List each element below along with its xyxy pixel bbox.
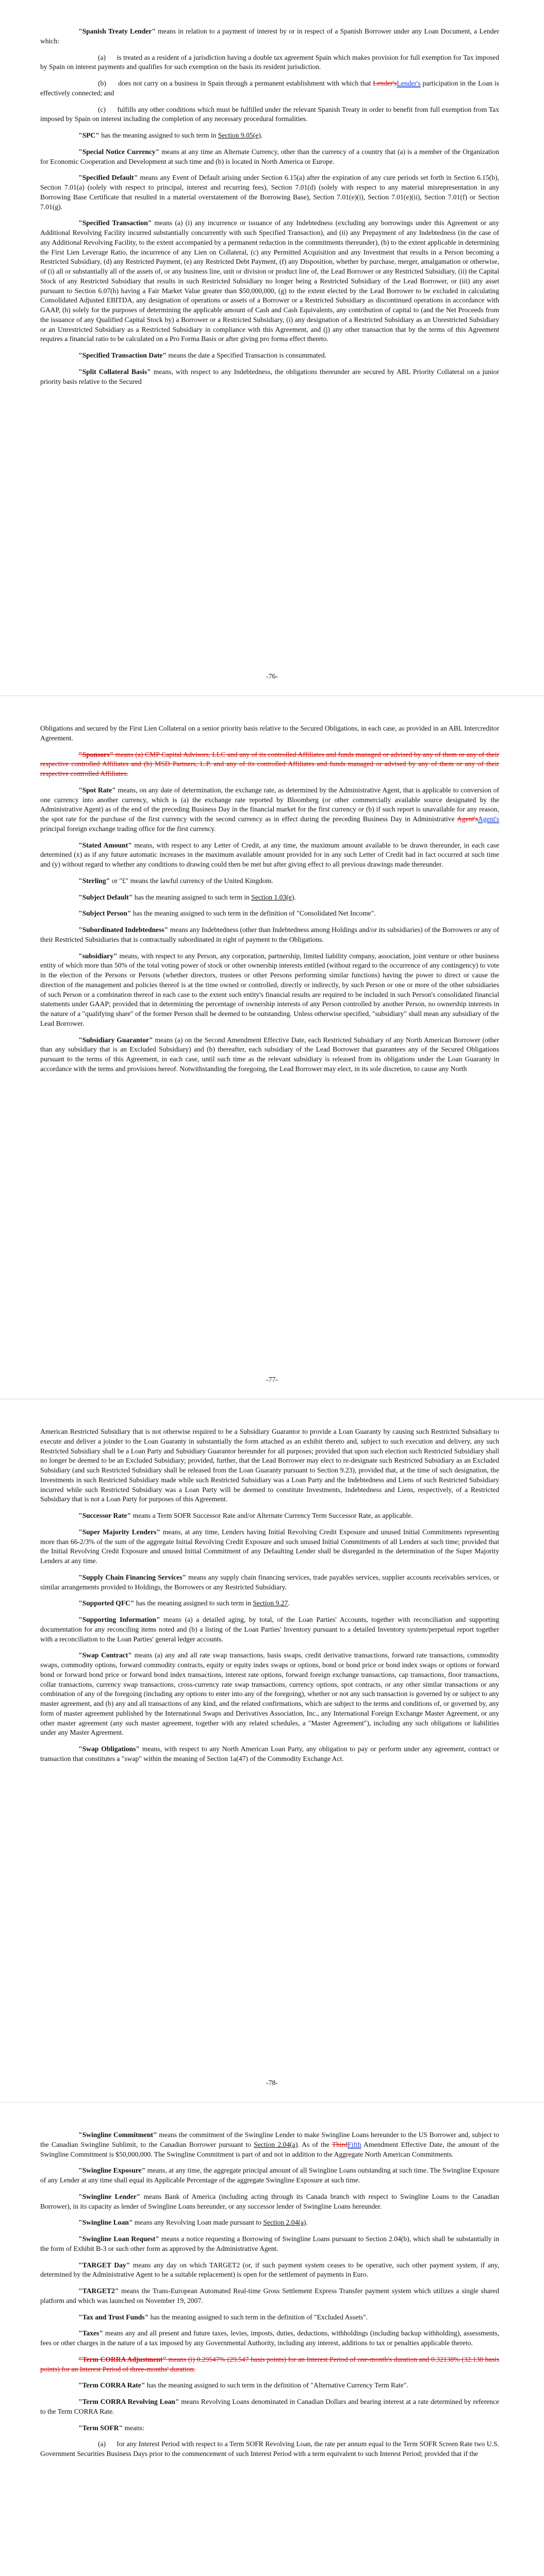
- definition-swingline-loan-request: "Swingline Loan Request" means a notice requesting a Borrowing of Swingline Loans pursuant to Section 2.04(b), which shall be substantially in the form of Exhibit B-3 or such other form as approved by the Administrative Agent.: [40, 2235, 500, 2252]
- page-76: [0, 0, 544, 690]
- definition-spc: "SPC" has the meaning assigned to such term in Section 9.05(e).: [78, 131, 263, 139]
- definition-swingline-commitment: "Swingline Commitment" means the commitment of the Swingline Lender to make Swingline Loans hereunder to the US Borrower and, subject to the Canadian Swingline Sublimit, to the Canadian Borrower pursuant to Section 2.04(a). As of the ThirdFifth Amendment Effective Date, the amount of the Swingline Commitment is $50,000,000. The Swingline Commitment is part of and not in addition to the Aggregate North American Commitments.: [40, 2131, 499, 2158]
- definition-swingline-lender: "Swingline Lender" means Bank of America (including acting through its Canada branch with respect to Swingline Loans to the Canadian Borrower), in its capacity as lender of Swingline Loans hereunder, or any successor lender of Swingline Loans hereunder.: [40, 2192, 499, 2210]
- definition-subsidiary: "subsidiary" means, with respect to any Person, any corporation, partnership, limited liability company, association, joint venture or other business entity of which more than 50% of the total voting power of stock or other ownership interests entitled (without regard to the occurrence of any contingency) to vote in the election of the Persons or Persons (whether directors, trustees or other Persons performing similar functions) having the power to direct or cause the direction of the management and policies thereof is at the time owned or controlled, directly or indirectly, by such Person or one or more of the other subsidiaries of such Person or a combination thereof in each case to the extent such entity's financial results are required to be included in such Person's consolidated financial statements under GAAP; provided that in determining the percentage of ownership interests of any Person controlled by another Person, no ownership interests in the nature of a "qualifying share" of the former Person shall be deemed to be outstanding. Unless otherwise specified, "subsidiary" shall mean any subsidiary of the Lead Borrower.: [40, 952, 499, 1027]
- definition-supporting-information: "Supporting Information" means (a) a detailed aging, by total, of the Loan Parties' Accounts, together with reconciliation and supporting documentation for any reconciling items noted and (b) a listing of the Loan Parties' Inventory pursuant to a detailed Inventory system/perpetual report together with a reconciliation to the Loan Parties' general ledger accounts.: [40, 1616, 499, 1643]
- definition-target-day: "TARGET Day" means any day on which TARGET2 (or, if such payment system ceases to be operative, such other payment system, if any, determined by the Administrative Agent to be a suitable replacement) is open for the settlement of payments in Euro.: [40, 2261, 499, 2279]
- definition-supported-qfc: "Supported QFC" has the meaning assigned to such term in Section 9.27.: [78, 1599, 290, 1607]
- continuation-text: American Restricted Subsidiary that is not otherwise required to be a Subsidiary Guarantor to provide a Loan Guaranty by causing such Restricted Subsidiary to execute and deliver a joinder to the Loan Guaranty in substantially the form attached as an exhibit thereto and, subject to such execution and delivery, any such Restricted Subsidiary shall be a Loan Party and Subsidiary Guarantor hereunder for all purposes; provided that upon such election such Restricted Subsidiary shall no longer be deemed to be an Excluded Subsidiary; provided, further, that the Lead Borrower may elect to re-designate such Restricted Subsidiary as an Excluded Subsidiary (and such Restricted Subsidiary shall be released from the Loan Guaranty pursuant to Section 9.23), provided that, at the time of such designation, the Investments in such Restricted Subsidiary made while such Restricted Subsidiary was a Loan Party and the Indebtedness and Liens of such Restricted Subsidiary incurred while such Restricted Subsidiary was a Loan Party will be deemed to constitute Investments, Indebtedness and Liens, respectively, of a Restricted Subsidiary that is not a Loan Party for purposes of this Agreement.: [40, 1428, 499, 1503]
- definition-specified-transaction: "Specified Transaction" means (a) (i) any incurrence or issuance of any Indebtedness (excluding any borrowings under this Agreement or any Additional Revolving Facility incurred substantially concurrently with such Specified Transaction), and (ii) any Prepayment of any Indebtedness (in the case of any Additional Revolving Facility, to the extent accompanied by a permanent reduction in the commitments thereunder), (b) to the extent applicable in determining the First Lien Leverage Ratio, the incurrence of any Lien on Collateral, (c) any Permitted Acquisition and any Investment that results in a Person becoming a Restricted Subsidiary, (d) any Restricted Payment, (e) any Restricted Debt Payment, (f) any Disposition, whether by purchase, merger, amalgamation or otherwise, of (i) all or substantially all of the assets of, or any business line, unit or division or product line of, the Lead Borrower or any Restricted Subsidiary, (ii) the Capital Stock of any Restricted Subsidiary that results in such Restricted Subsidiary no longer being a Restricted Subsidiary of the Lead Borrower, or (iii) any asset pursuant to Section 6.07(h) having a Fair Market Value greater than $50,000,000, (g) to the extent elected by the Lead Borrower to be excluded in calculating Consolidated Adjusted EBITDA, any designation of operations or assets of a Borrower or a Restricted Subsidiary as discontinued operations in accordance with GAAP, (h) solely for the purposes of determining the applicable amount of Cash and Cash Equivalents, any contribution of capital to (and the Net Proceeds from the issuance of any Qualified Capital Stock by) a Borrower or a Restricted Subsidiary, (i) any designation of a Restricted Subsidiary as an Unrestricted Subsidiary or an Unrestricted Subsidiary as a Restricted Subsidiary in compliance with this Agreement, and (j) any other transaction that by the terms of this Agreement requires a financial ratio to be calculated on a Pro Forma Basis or after giving pro forma effect thereto.: [40, 219, 499, 343]
- definition-term-corra-revolving-loan: "Term CORRA Revolving Loan" means Revolving Loans denominated in Canadian Dollars and bearing interest at a rate determined by reference to the Term CORRA Rate.: [40, 2398, 500, 2415]
- definition-term-corra-rate: "Term CORRA Rate" has the meaning assigned to such term in the definition of "Alternative Currency Term Rate".: [78, 2381, 408, 2389]
- definition-specified-default: "Specified Default" means any Event of Default arising under Section 6.15(a) after the expiration of any cure periods set forth in Section 6.15(b), Section 7.01(a) (solely with respect to principal, interest and recurring fees), Section 7.01(d) (solely with respect to any material misrepresentation in any Borrowing Base Certificate that resulted in a material overstatement of the Borrowing Base), Section 7.01(e)(i), Section 7.01(e)(ii), Section 7.01(f) or Section 7.01(g).: [40, 174, 499, 211]
- definition-subsidiary-guarantor: "Subsidiary Guarantor" means (a) on the Second Amendment Effective Date, each Restricted Subsidiary of any North American Borrower (other than any subsidiary that is an Excluded Subsidiary) and (b) thereafter, each subsidiary of the Lead Borrower that guarantees any of the Secured Obligations pursuant to the terms of this Agreement, in each case, until such time as the relevant subsidiary is released from its obligations under the Loan Guaranty in accordance with the terms and provisions hereof. Notwithstanding the foregoing, the Lead Borrower may elect, in its sole discretion, to cause any North: [40, 1036, 499, 1073]
- definition-subject-person: "Subject Person" has the meaning assigned to such term in the definition of "Consolidated Net Income".: [78, 909, 376, 918]
- definition-subordinated-indebtedness: "Subordinated Indebtedness" means any Indebtedness (other than Indebtedness among Holdings and/or its subsidiaries) of the Borrowers or any of their Restricted Subsidiaries that is contractually subordinated in right of payment to the Obligations.: [40, 926, 499, 943]
- page-79: [0, 2110, 544, 2576]
- deleted-text: Lender's: [373, 79, 397, 87]
- definition-spot-rate: "Spot Rate" means, on any date of determination, the exchange rate, as determined by the Administrative Agent, that is applicable to conversion of one currency into another currency, which is (a) the exchange rate reported by Bloomberg (or other commercially available source designated by the Administrative Agent) as of the end of the preceding Business Day in the financial market for the first currency or (b) if such report is unavailable for any reason, the spot rate for the purchase of the first currency with the second currency as in effect during the preceding Business Day in Administrative Agent'sAgent's principal foreign exchange trading office for the first currency.: [40, 786, 499, 833]
- page-78: [0, 1406, 544, 2097]
- inserted-text: Fifth: [348, 2140, 361, 2148]
- definition-term-sofr: "Term SOFR" means:: [78, 2424, 144, 2432]
- deleted-definition-term-corra-adjustment: "Term CORRA Adjustment" means (i) 0.29547% (29.547 basis points) for an Interest Period of one-month's duration and 0.32138% (32.138 basis points) for an Interest Period of three-months' duration.: [40, 2355, 499, 2373]
- clause-c: (c) fulfills any other conditions which must be fulfilled under the relevant Spanish Treaty in order to benefit from full exemption from Tax imposed by Spain on interest including the completion of any necessary procedural formalities.: [40, 105, 500, 123]
- definition-supply-chain-financing-services: "Supply Chain Financing Services" means any supply chain financing services, trade payables services, supplier accounts receivables services, or similar arrangements provided to Holdings, the Borrowers or any Restricted Subsidiary.: [40, 1573, 499, 1591]
- definition-tax-and-trust-funds: "Tax and Trust Funds" has the meaning assigned to such term in the definition of "Excluded Assets".: [78, 2313, 368, 2321]
- definition-successor-rate: "Successor Rate" means a Term SOFR Successor Rate and/or Alternate Currency Term Successor Rate, as applicable.: [78, 1512, 413, 1519]
- continuation-text: Obligations and secured by the First Lien Collateral on a senior priority basis relative to the Secured Obligations, in each case, as provided in an ABL Intercreditor Agreement.: [40, 724, 499, 742]
- definition-split-collateral-basis: "Split Collateral Basis" means, with respect to any Indebtedness, the obligations thereunder are secured by ABL Priority Collateral on a junior priority basis relative to the Secured: [40, 367, 499, 385]
- page-divider: [0, 2102, 544, 2103]
- definition-spanish-treaty-lender: "Spanish Treaty Lender" means in relation to a payment of interest by or in respect of a Spanish Borrower under any Loan Document, a Lender which:: [40, 27, 499, 45]
- clause-b: (b) does not carry on a business in Spain through a permanent establishment with which that Lender'sLender's participation in the Loan is effectively connected; and: [40, 79, 499, 97]
- clause-a: (a) for any Interest Period with respect to a Term SOFR Revolving Loan, the rate per annum equal to the Term SOFR Screen Rate two U.S. Government Securities Business Days prior to the commencement of such Interest Period with a term equivalent to such Interest Period; provided that if the: [40, 2440, 500, 2458]
- page-number: -77-: [266, 1376, 278, 1383]
- definition-target2: "TARGET2" means the Trans-European Automated Real-time Gross Settlement Express Transfer payment system which utilizes a single shared platform and which was launched on November 19, 2007.: [40, 2287, 499, 2304]
- definition-sterling: "Sterling" or "£" means the lawful currency of the United Kingdom.: [78, 876, 273, 885]
- clause-a: (a) is treated as a resident of a jurisdiction having a double tax agreement Spain which makes provision for full exemption for Tax imposed by Spain on interest payments and qualifies for such exemption on the basis its resident jurisdiction.: [40, 53, 500, 71]
- definition-swap-obligations: "Swap Obligations" means, with respect to any North American Loan Party, any obligation to pay or perform under any agreement, contract or transaction that constitutes a "swap" within the meaning of Section 1a(47) of the Commodity Exchange Act.: [40, 1745, 500, 1762]
- definition-subject-default: "Subject Default" has the meaning assigned to such term in Section 1.03(e).: [78, 893, 296, 901]
- inserted-text: Agent's: [478, 815, 499, 823]
- definition-stated-amount: "Stated Amount" means, with respect to any Letter of Credit, at any time, the maximum amount available to be drawn thereunder, in each case determined (x) as if any future automatic increases in the maximum available amount provided for in any such Letter of Credit had in fact occurred at such time and (y) without regard to whether any conditions to drawing could then be met but after giving effect to all previous drawings made thereunder.: [40, 841, 499, 868]
- page-number: -76-: [266, 672, 278, 680]
- page-77: [0, 703, 544, 1394]
- definition-specified-transaction-date: "Specified Transaction Date" means the date a Specified Transaction is consummated.: [78, 351, 326, 359]
- deleted-text: Agent's: [457, 815, 479, 823]
- definition-swingline-loan: "Swingline Loan" means any Revolving Loan made pursuant to Section 2.04(a).: [78, 2218, 308, 2227]
- page-number: -78-: [266, 2079, 278, 2087]
- deleted-definition-sponsors: "Sponsors" means (a) CMP Capital Advisors, LLC and any of its controlled Affiliates and funds managed or advised by any of them or any of their respective controlled Affiliates and (b) MSD Partners, L.P. and any of its controlled Affiliates and funds managed or advised by any of them or any of their respective controlled Affiliates.: [40, 750, 499, 777]
- deleted-text: Third: [332, 2140, 348, 2148]
- definition-swap-contract: "Swap Contract" means (a) any and all rate swap transactions, basis swaps, credit derivative transactions, forward rate transactions, commodity swaps, commodity options, forward commodity contracts, equity or equity index swaps or options, bond or bond price or bond index swaps or options or forward bond or forward bond price or forward bond index transactions, interest rate options, forward foreign exchange transactions, cap transactions, floor transactions, collar transactions, currency swap transactions, cross-currency rate swap transactions, currency options, spot contracts, or any other similar transactions or any combination of any of the foregoing (including any options to enter into any of the foregoing), whether or not any such transaction is governed by or subject to any master agreement, and (b) any and all transactions of any kind, and the related confirmations, which are subject to the terms and conditions of, or governed by, any form of master agreement published by the International Swaps and Derivatives Association, Inc., any International Foreign Exchange Master Agreement, or any other master agreement (any such master agreement, together with any related schedules, a "Master Agreement"), including any such obligations or liabilities under any Master Agreement.: [40, 1651, 499, 1737]
- inserted-text: Lender's: [397, 79, 421, 87]
- definition-taxes: "Taxes" means any and all present and future taxes, levies, imposts, duties, deductions, withholdings (including backup withholding), assessments, fees or other charges in the nature of a tax imposed by any Governmental Authority, including any interest, additions to tax or penalties applicable thereto.: [40, 2329, 499, 2347]
- definition-super-majority-lenders: "Super Majority Lenders" means, at any time, Lenders having Initial Revolving Credit Exposure and unused Initial Commitments representing more than 66-2/3% of the sum of the aggregate Initial Revolving Credit Exposure and such unused Initial Commitments of all Lenders at such time; provided that the Initial Revolving Credit Exposure and unused Initial Commitment of any Defaulting Lender shall be disregarded in the determination of the Super Majority Lenders at any time.: [40, 1528, 499, 1565]
- definition-swingline-exposure: "Swingline Exposure" means, at any time, the aggregate principal amount of all Swingline Loans outstanding at such time. The Swingline Exposure of any Lender at any time shall equal its Applicable Percentage of the aggregate Swingline Exposure at such time.: [40, 2166, 499, 2184]
- definition-special-notice-currency: "Special Notice Currency" means at any time an Alternate Currency, other than the currency of a country that (a) is a member of the Organization for Economic Cooperation and Development at such time and (b) is located in North America or Europe.: [40, 147, 499, 165]
